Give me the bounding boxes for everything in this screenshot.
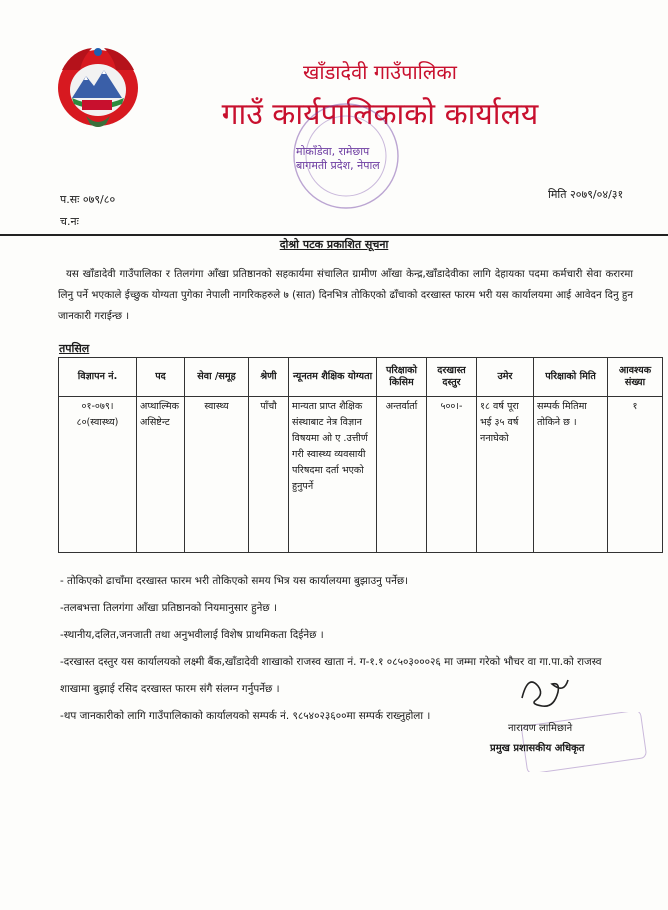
details-caption: तपसिल <box>59 342 90 355</box>
notice-body: यस खाँडादेवी गाउँपालिका र तिलगंगा आँखा प्रतिष्ठानको सहकार्यमा संचालित ग्रामीण आँखा केन्द्र,खाँडादेवीका लागि देहायका पदमा कर्मचारी सेवा करारमा लिनु पर्ने भएकाले ईच्छुक योग्यता पुगेका नेपाली नागरिकहरुले ७ (सात) दिनभित्र तोकिएको ढाँचाको दरखास्त फारम भरी यस कार्यालयमा आई आवेदन दिनु हुन जानकारी गराईन्छ । <box>58 269 633 322</box>
cell-level: पाँचौ <box>249 397 289 553</box>
col-header-service-group: सेवा /समूह <box>185 358 249 397</box>
cell-age: १८ वर्ष पूरा भई ३५ वर्ष ननाघेको <box>477 397 534 553</box>
signatory-name: नारायण लामिछाने <box>508 723 573 734</box>
vacancy-table <box>58 357 663 553</box>
note-item: -दरखास्त दस्तुर यस कार्यालयको लक्ष्मी बैंक,खाँडादेवी शाखाको राजस्व खाता नं. ग-१.१ ०८५०३०००२६ मा जम्मा गरेको भौचर वा गा.पा.को राजस्व शाखामा बुझाई रसिद दरखास्त फारम संगै संलग्न गर्नुपर्नेछ । <box>60 656 602 695</box>
col-header-post: पद <box>137 358 185 397</box>
col-header-qualification: न्यूनतम शैक्षिक योग्यता <box>289 358 377 397</box>
col-header-ad-no: विज्ञापन नं. <box>59 358 137 397</box>
cell-service-group: स्वास्थ्य <box>185 397 249 553</box>
letter-number: प.सः ०७९/८० <box>60 193 116 206</box>
table-row <box>59 397 663 553</box>
office-title: गाउँ कार्यपालिकाको कार्यालय <box>221 97 539 132</box>
signatory-designation: प्रमुख प्रशासकीय अधिकृत <box>490 743 585 754</box>
note-item: -थप जानकारीको लागि गाउँपालिकाको कार्यालयको सम्पर्क नं. ९८५४०२३६००मा सम्पर्क राख्नुहोला । <box>60 710 431 722</box>
nepal-emblem-logo <box>52 40 144 130</box>
col-header-age: उमेर <box>477 358 534 397</box>
cell-exam-type: अन्तर्वार्ता <box>377 397 427 553</box>
col-header-required-count: आवश्यक संख्या <box>608 358 663 397</box>
col-header-exam-type: परिक्षाको किसिम <box>377 358 427 397</box>
table-header-row <box>59 358 663 397</box>
cell-post: अप्थाल्मिक असिष्टेन्ट <box>137 397 185 553</box>
col-header-fee: दरखास्त दस्तुर <box>427 358 477 397</box>
handwritten-signature <box>514 668 574 716</box>
cell-qualification: मान्यता प्राप्त शैक्षिक संस्थाबाट नेत्र विज्ञान विषयमा ओ ए .उत्तीर्ण गरी स्वास्थ्य व्यवसायी परिषदमा दर्ता भएको हुनुपर्ने <box>289 397 377 553</box>
note-item: -स्थानीय,दलित,जनजाती तथा अनुभवीलाई विशेष प्राथमिकता दिईनेछ । <box>60 629 324 641</box>
cell-required-count: १ <box>608 397 663 553</box>
office-address <box>296 145 380 173</box>
cell-ad-no: ०१-०७९।८०(स्वास्थ्य) <box>59 397 137 553</box>
address-line-1: मोकाँडेवा, रामेछाप <box>296 145 370 158</box>
col-header-exam-date: परिक्षाको मिति <box>534 358 608 397</box>
address-line-2: बागमती प्रदेश, नेपाल <box>296 159 380 172</box>
notice-title: दोश्रो पटक प्रकाशित सूचना <box>279 238 389 251</box>
note-item: - तोकिएको ढाचाँमा दरखास्त फारम भरी तोकिएको समय भित्र यस कार्यालयमा बुझाउनु पर्नेछ। <box>60 575 409 587</box>
cell-exam-date: सम्पर्क मितिमा तोकिने छ । <box>534 397 608 553</box>
cell-fee: ५००।- <box>427 397 477 553</box>
municipality-name: खाँडादेवी गाउँपालिका <box>303 60 457 84</box>
dispatch-number: च.नः <box>60 215 79 228</box>
col-header-level: श्रेणी <box>249 358 289 397</box>
date: मिति २०७९/०४/३१ <box>548 188 624 201</box>
note-item: -तलबभत्ता तिलगंगा आँखा प्रतिष्ठानको नियमानुसार हुनेछ । <box>60 602 277 614</box>
header-divider <box>0 234 668 236</box>
